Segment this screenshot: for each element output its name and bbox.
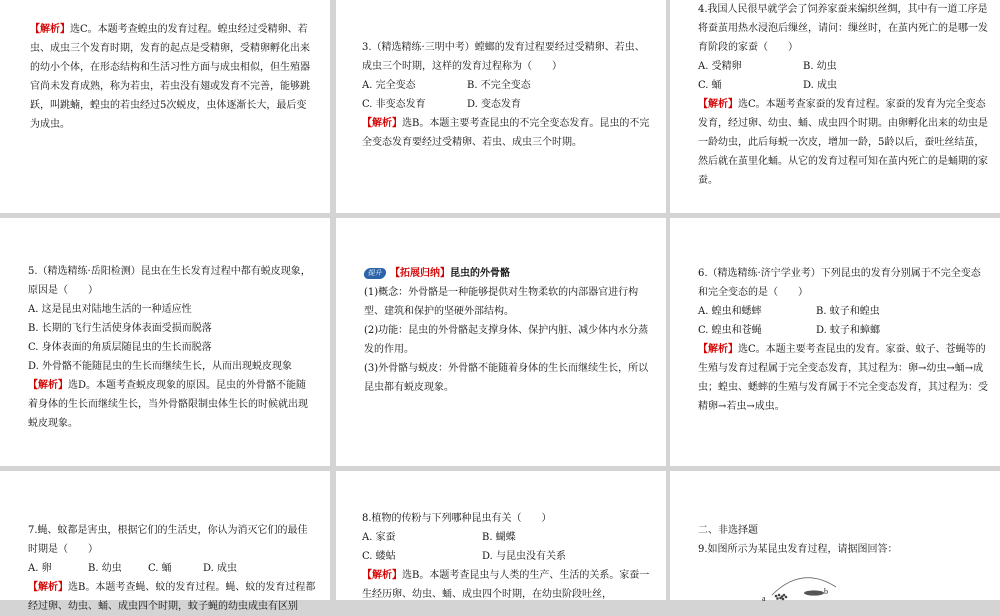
options xyxy=(362,528,652,566)
label-a: a xyxy=(762,594,766,603)
extension-tag: 【拓展归纳】 xyxy=(390,268,450,279)
options xyxy=(698,302,988,340)
option-d: D. 成虫 xyxy=(803,80,838,91)
analysis-tag: 【解析】 xyxy=(362,570,402,581)
analysis-text: 【解析】选B。本题考查昆虫与人类的生产、生活的关系。家蚕一生经历卵、幼虫、蛹、成虫四个时期，在幼虫阶段吐丝， xyxy=(362,570,650,600)
analysis-tag: 【解析】 xyxy=(30,24,70,35)
panel-question-6 xyxy=(670,218,1000,466)
option-d: D. 成虫 xyxy=(203,563,238,574)
analysis-tag: 【解析】 xyxy=(698,99,738,110)
panel-extension xyxy=(336,218,666,466)
extension-title: 昆虫的外骨骼 xyxy=(450,268,510,279)
badge-icon: 提升 xyxy=(363,268,387,279)
option-c: C. 蛹 xyxy=(698,80,722,91)
analysis-text: 【解析】选C。本题主要考查昆虫的发育。家蚕、蚊子、苍蝇等的生殖与发育过程属于完全变态发育，其过程为：卵→幼虫→蛹→成虫；蝗虫、蟋蟀的生殖与发育属于不完全变态发育，其过程为：受精卵→若虫→成虫。 xyxy=(698,344,988,412)
option-b: B. 不完全变态 xyxy=(467,80,531,91)
question-text: 9.如图所示为某昆虫发育过程，请据图回答： xyxy=(698,544,898,555)
option-c: C. 非变态发育 xyxy=(362,99,426,110)
option-b: B. 长期的飞行生活使身体表面受损而脱落 xyxy=(28,323,212,334)
label-b: b xyxy=(824,587,828,596)
analysis-text: 【解析】选B。本题考查蝇、蚊的发育过程。蝇、蚊的发育过程都经过卵、幼虫、蛹、成虫四个时期，蚊子蝇的幼虫成虫有区别 xyxy=(28,582,316,612)
option-b: B. 蝴蝶 xyxy=(482,532,516,543)
larva-icon xyxy=(804,590,824,595)
question-text: 8.植物的传粉与下列哪种昆虫有关（ ） xyxy=(362,513,552,524)
question-text: 6.（精选精练·济宁学业考）下列昆虫的发育分别属于不完全变态和完全变态的是（ ） xyxy=(698,268,981,298)
option-a: A. 家蚕 xyxy=(362,532,396,543)
insect-lifecycle-figure xyxy=(762,567,842,607)
question-text: 4.我国人民很早就学会了饲养家蚕来编织丝绸，其中有一道工序是将蚕茧用热水浸泡后缫丝，请问：缫丝时，在茧内死亡的是哪一发育阶段的家蚕（ ） xyxy=(698,4,988,53)
options xyxy=(698,57,988,95)
option-a: A. 这是昆虫对陆地生活的一种适应性 xyxy=(28,304,192,315)
extension-item: (2)功能：昆虫的外骨骼起支撑身体、保护内脏、减少体内水分蒸发的作用。 xyxy=(364,325,649,355)
analysis-tag: 【解析】 xyxy=(698,344,738,355)
option-a: A. 蝗虫和蟋蟀 xyxy=(698,306,762,317)
option-c: C. 蝗虫和苍蝇 xyxy=(698,325,762,336)
analysis-text: 【解析】选C。本题考查家蚕的发育过程。家蚕的发育为完全变态发育，经过卵、幼虫、蛹、成虫四个时期。由卵孵化出来的幼虫是一龄幼虫，此后每蜕一次皮，增加一龄，5龄以后，蚕吐丝结茧，然后就在茧里化蛹。从它的发育过程可知在茧内死亡的是蛹期的家蚕。 xyxy=(698,99,988,186)
question-text: 5.（精选精练·岳阳检测）昆虫在生长发育过程中都有蜕皮现象，原因是（ ） xyxy=(28,266,311,296)
question-text: 3.（精选精练·三明中考）螳螂的发育过程要经过受精卵、若虫、成虫三个时期，这样的发育过程称为（ ） xyxy=(362,42,645,72)
analysis-tag: 【解析】 xyxy=(362,118,402,129)
option-c: C. 蝼蛄 xyxy=(362,551,396,562)
panel-question-9 xyxy=(670,471,1000,603)
egg-cluster-icon xyxy=(775,594,788,601)
extension-item: (1)概念：外骨骼是一种能够提供对生物柔软的内部器官进行构型、建筑和保护的坚硬外部结构。 xyxy=(364,287,639,317)
option-d: D. 蚊子和蟑螂 xyxy=(816,325,881,336)
analysis-tag: 【解析】 xyxy=(28,582,68,593)
analysis-text: 【解析】选D。本题考查蜕皮现象的原因。昆虫的外骨骼不能随着身体的生长而继续生长，当外骨骼限制虫体生长的时候就出现蜕皮现象。 xyxy=(28,380,308,429)
option-d: D. 与昆虫没有关系 xyxy=(482,551,567,562)
option-a: A. 受精卵 xyxy=(698,61,742,72)
option-d: D. 外骨骼不能随昆虫的生长而继续生长，从而出现蜕皮现象 xyxy=(28,361,293,372)
extension-heading xyxy=(364,264,652,283)
panel-question-7 xyxy=(0,471,330,612)
options xyxy=(362,76,652,114)
panel-question-3 xyxy=(336,0,666,213)
option-b: B. 蚊子和蝗虫 xyxy=(816,306,880,317)
analysis-tag: 【解析】 xyxy=(28,380,68,391)
option-c: C. 蛹 xyxy=(148,563,172,574)
option-b: B. 幼虫 xyxy=(88,563,122,574)
option-b: B. 幼虫 xyxy=(803,61,837,72)
section-heading: 二、非选择题 xyxy=(698,525,758,536)
panel-question-4 xyxy=(670,0,1000,213)
option-a: A. 卵 xyxy=(28,563,52,574)
extension-item: (3)外骨骼与蜕皮：外骨骼不能随着身体的生长而继续生长，所以昆虫都有蜕皮现象。 xyxy=(364,363,649,393)
options xyxy=(28,559,316,578)
panel-analysis-locust xyxy=(0,0,330,213)
option-c: C. 身体表面的角质层随昆虫的生长而脱落 xyxy=(28,342,212,353)
option-a: A. 完全变态 xyxy=(362,80,416,91)
option-d: D. 变态发育 xyxy=(467,99,522,110)
panel-question-8 xyxy=(336,471,666,600)
panel-question-5 xyxy=(0,218,330,466)
question-text: 7.蝇、蚊都是害虫，根据它们的生活史，你认为消灭它们的最佳时期是（ ） xyxy=(28,525,308,555)
analysis-text: 【解析】选B。本题主要考查昆虫的不完全变态发育。昆虫的不完全变态发育要经过受精卵、若虫、成虫三个时期。 xyxy=(362,118,650,148)
analysis-text: 【解析】选C。本题考查蝗虫的发育过程。蝗虫经过受精卵、若虫、成虫三个发育时期，发育的起点是受精卵，受精卵孵化出来的幼小个体，在形态结构和生活习性方面与成虫相似，但生殖器官尚未发育成熟，称为若虫，若虫没有翅或发育不完善，能够跳跃，叫跳蝻，蝗虫的若虫经过5次蜕皮，虫体逐渐长大，最后变为成虫。 xyxy=(30,24,310,130)
